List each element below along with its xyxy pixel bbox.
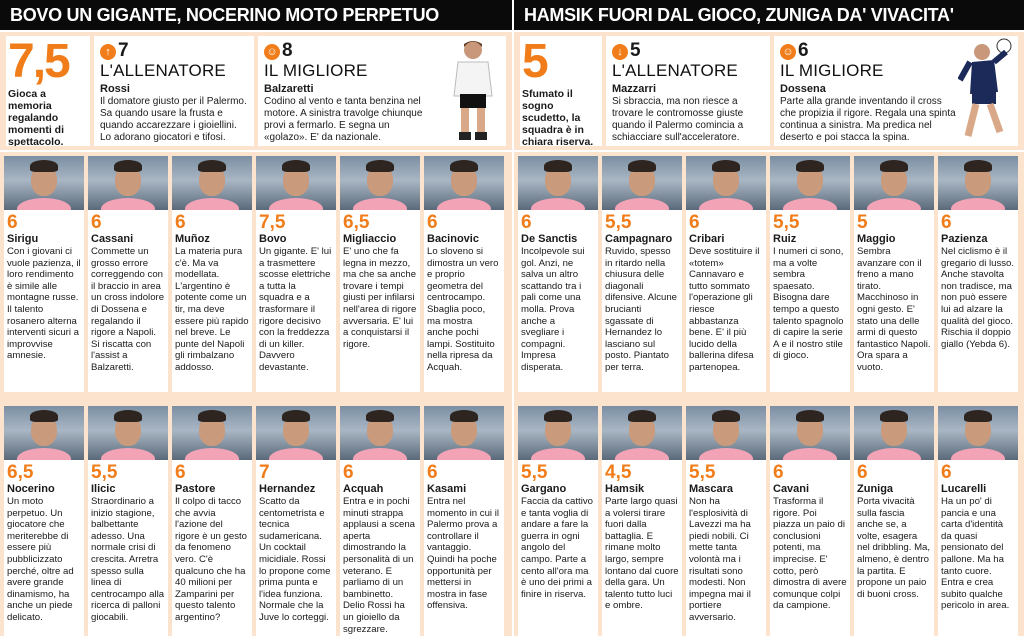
player-name: Zuniga (857, 483, 894, 495)
player-photo (602, 406, 682, 460)
player-card (602, 406, 682, 636)
team-comment: Gioca a memoria regalando momenti di spettacolo. (8, 88, 65, 146)
player-comment: Faccia da cattivo e tanta voglia di andare a fare la guerra in ogni angolo del campo. Parte a cento all'ora ma è uno dei primi a finire in riserva. (521, 496, 593, 600)
player-card (424, 156, 504, 392)
headline: BOVO UN GIGANTE, NOCERINO MOTO PERPETUO (0, 0, 512, 30)
player-vote: 6 (941, 212, 952, 233)
player-vote: 6 (427, 462, 438, 483)
player-card (88, 406, 168, 636)
best-name: Dossena (780, 83, 826, 95)
player-comment: Lo sloveno si dimostra un vero e proprio geometra del centrocampo. Sbaglia poco, ma mostra anche pochi lampi. Sostituito nella ripresa da Acquah. (427, 246, 499, 373)
player-comment: Straordinario a inizio stagione, balbettante adesso. Una normale crisi di crescita. Arretra spesso sulla linea di centrocampo alla ricerca di palloni giocabili. (91, 496, 165, 623)
player-name: Hamsik (605, 483, 645, 495)
player-name: Ilicic (91, 483, 116, 495)
player-name: Gargano (521, 483, 567, 495)
player-name: Hernandez (259, 483, 316, 495)
player-photo (770, 406, 850, 460)
coach-title: L'ALLENATORE (100, 61, 226, 80)
player-vote: 6 (689, 212, 700, 233)
player-comment: Ha un po' di pancia e una carta d'identità da quasi pensionato del pallone. Ma ha tanto cuore. Entra e crea subito qualche pericolo in area. (941, 496, 1010, 612)
player-card (4, 156, 84, 392)
arrow-down-icon: ↓ (612, 44, 628, 60)
player-photo (938, 406, 1018, 460)
player-card (770, 406, 850, 636)
best-title: IL MIGLIORE (780, 61, 884, 80)
player-vote: 5,5 (521, 462, 548, 483)
arrow-up-icon: ↑ (100, 44, 116, 60)
player-card (938, 156, 1018, 392)
player-comment: Con i giovani ci vuole pazienza, il loro rendimento è simile alle montagne russe. Il talento rosanero alterna interventi sicuri a improvvise amnesie. (7, 246, 81, 362)
player-photo (938, 156, 1018, 210)
player-card (770, 156, 850, 392)
player-card (172, 156, 252, 392)
player-card (686, 406, 766, 636)
player-comment: Commette un grosso errore correggendo con il braccio in area un cross indolore di Dossena e regalando il rigore a Napoli. Si riscatta con l'assist a Balzaretti. (91, 246, 165, 373)
player-name: Migliaccio (343, 233, 397, 245)
player-card (340, 156, 420, 392)
best-name: Balzaretti (264, 83, 314, 95)
player-name: Muñoz (175, 233, 210, 245)
player-photo (256, 156, 336, 210)
player-name: Cavani (773, 483, 810, 495)
player-card (854, 156, 934, 392)
team-vote: 5 (522, 36, 547, 88)
player-comment: Trasforma il rigore. Poi piazza un paio di conclusioni potenti, ma imprecise. E' cotto, però dimostra di avere comunque colpi da campione. (773, 496, 847, 612)
player-card (424, 406, 504, 636)
player-name: Cassani (91, 233, 134, 245)
player-name: Cribari (689, 233, 725, 245)
best-player-photo (446, 38, 500, 144)
smile-icon: ☺ (264, 44, 280, 60)
player-name: Pastore (175, 483, 216, 495)
player-comment: Porta vivacità sulla fascia anche se, a volte, esagera nel dribbling. Ma, almeno, è dentro la partita. E propone un paio di buoni cross. (857, 496, 931, 600)
player-vote: 6 (7, 212, 18, 233)
coach-box (606, 36, 770, 146)
player-name: Maggio (857, 233, 896, 245)
player-name: Bacinovic (427, 233, 479, 245)
player-card (686, 156, 766, 392)
player-vote: 6 (857, 462, 868, 483)
player-card (88, 156, 168, 392)
player-name: Mascara (689, 483, 734, 495)
player-vote: 6 (91, 212, 102, 233)
player-card (340, 406, 420, 636)
player-photo (172, 156, 252, 210)
player-comment: Entra nel momento in cui il Palermo prova a controllare il vantaggio. Quindi ha poche opportunità per mettersi in mostra in fase offensiva. (427, 496, 499, 612)
player-name: Campagnaro (605, 233, 673, 245)
player-vote: 6 (773, 462, 784, 483)
player-comment: Un moto perpetuo. Un giocatore che meriterebbe di essere più pubblicizzato perché, oltre ad avere grande dinamismo, ha anche un piede delicato. (7, 496, 74, 623)
player-card (938, 406, 1018, 636)
player-vote: 7,5 (259, 212, 286, 233)
player-vote: 6 (343, 462, 354, 483)
player-comment: E' uno che fa legna in mezzo, ma che sa anche trovare i tempi giusti per infilarsi nell'area di rigore avversaria. E' lui a conquistarsi il rigore. (343, 246, 417, 350)
player-comment: Non ha l'esplosività di Lavezzi ma ha piedi nobili. Ci mette tanta volontà ma i risultati sono modesti. Non impegna mai il portiere avversario. (689, 496, 751, 623)
player-vote: 6 (175, 212, 186, 233)
player-photo (424, 406, 504, 460)
player-name: Ruiz (773, 233, 797, 245)
player-card (256, 406, 336, 636)
best-comment: Codino al vento e tanta benzina nel motore. A sinistra travolge chiunque provi a fermarlo. E segna un «golazo». E' da nazionale. (264, 96, 423, 143)
player-vote: 4,5 (605, 462, 632, 483)
smile-icon: ☺ (780, 44, 796, 60)
napoli-ratings (514, 0, 1024, 636)
player-photo (88, 156, 168, 210)
player-photo (88, 406, 168, 460)
coach-vote: 5 (630, 40, 641, 61)
headline: HAMSIK FUORI DAL GIOCO, ZUNIGA DA' VIVACITA' (514, 0, 1024, 30)
player-vote: 6 (941, 462, 952, 483)
player-vote: 6 (427, 212, 438, 233)
player-photo (686, 156, 766, 210)
coach-vote: 7 (118, 40, 129, 61)
player-comment: Parte largo quasi a volersi tirare fuori dalla battaglia. E rimane molto largo, sempre lontano dal cuore della gara. Un talento tutto luci e ombre. (605, 496, 679, 612)
best-vote: 8 (282, 40, 293, 61)
player-card (518, 406, 598, 636)
player-photo (256, 406, 336, 460)
player-name: Pazienza (941, 233, 988, 245)
player-comment: Incolpevole sui gol. Anzi, ne salva un altro scattando tra i pali come una molla. Prova anche a svegliare i compagni. Impresa disperata. (521, 246, 585, 373)
coach-name: Mazzarri (612, 83, 657, 95)
player-name: Lucarelli (941, 483, 987, 495)
player-photo (172, 406, 252, 460)
player-vote: 6 (175, 462, 186, 483)
player-photo (518, 406, 598, 460)
player-vote: 5,5 (689, 462, 716, 483)
player-comment: Sembra avanzare con il freno a mano tirato. Macchinoso in ogni gesto. E' stato una delle armi di questo fantastico Napoli. Ora spara a vuoto. (857, 246, 931, 373)
player-vote: 6,5 (343, 212, 370, 233)
best-comment: Parte alla grande inventando il cross che propizia il rigore. Regala una spinta continua a sinistra. Ma predica nel deserto e poi stacca la spina. (780, 96, 956, 143)
player-comment: Nel ciclismo è il gregario di lusso. Anche stavolta non tradisce, ma non può essere lui ad alzare la qualità del gioco. Rischia il doppio giallo (Yebda 6). (941, 246, 1015, 350)
player-name: Kasami (427, 483, 467, 495)
player-card (172, 406, 252, 636)
player-photo (854, 156, 934, 210)
player-photo (424, 156, 504, 210)
player-comment: I numeri ci sono, ma a volte sembra spaesato. Bisogna dare tempo a questo talento spagnolo di capire la serie A e il nostro stile di gioco. (773, 246, 844, 362)
player-comment: Un gigante. E' lui a trasmettere scosse elettriche a tutta la squadra e a trasformare il rigore decisivo con la freddezza di un killer. Davvero devastante. (259, 246, 332, 373)
player-name: Acquah (343, 483, 384, 495)
player-photo (340, 156, 420, 210)
player-photo (770, 156, 850, 210)
player-card (602, 156, 682, 392)
player-photo (340, 406, 420, 460)
player-vote: 6,5 (7, 462, 34, 483)
player-card (256, 156, 336, 392)
player-card (854, 406, 934, 636)
player-comment: La materia pura c'è. Ma va modellata. L'argentino è potente come un tir, ma deve essere più rapido nel breve. Le punte del Napoli gli rimbalzano addosso. (175, 246, 249, 373)
player-comment: Il colpo di tacco che avvia l'azione del rigore è un gesto da fenomeno vero. C'è qualcuno che ha 40 milioni per Zamparini per questo talento argentino? (175, 496, 247, 623)
best-box (258, 36, 506, 146)
player-card (4, 406, 84, 636)
player-vote: 6 (521, 212, 532, 233)
player-name: Bovo (259, 233, 287, 245)
player-vote: 5 (857, 212, 868, 233)
player-photo (686, 406, 766, 460)
player-name: Nocerino (7, 483, 55, 495)
player-vote: 5,5 (605, 212, 632, 233)
player-name: De Sanctis (521, 233, 578, 245)
coach-box (94, 36, 254, 146)
best-title: IL MIGLIORE (264, 61, 368, 80)
best-vote: 6 (798, 40, 809, 61)
player-photo (4, 156, 84, 210)
player-name: Sirigu (7, 233, 39, 245)
best-box (774, 36, 1018, 146)
team-comment: Sfumato il sogno scudetto, la squadra è in chiara riserva. (522, 88, 594, 146)
player-card (518, 156, 598, 392)
player-vote: 7 (259, 462, 270, 483)
coach-title: L'ALLENATORE (612, 61, 738, 80)
player-vote: 5,5 (91, 462, 118, 483)
player-comment: Scatto da centometrista e tecnica sudamericana. Un cocktail micidiale. Rossi lo propone come prima punta e l'idea funziona. Normale che la Juve lo corteggi. (259, 496, 331, 623)
player-comment: Entra e in pochi minuti strappa applausi a scena aperta dimostrando la personalità di un veterano. E parliamo di un bambinetto. Delio Rossi ha un gioiello da sgrezzare. (343, 496, 416, 635)
player-photo (4, 406, 84, 460)
team-vote-box (520, 36, 602, 146)
player-photo (602, 156, 682, 210)
coach-comment: Il domatore giusto per il Palermo. Sa quando usare la frusta e quando accarezzare i gioiellini. Lo adorano giocatori e tifosi. (100, 96, 247, 143)
player-vote: 5,5 (773, 212, 800, 233)
team-vote-box (6, 36, 90, 146)
player-comment: Ruvido, spesso in ritardo nella chiusura delle diagonali difensive. Alcune brucianti sgassate di Hernandez lo lasciano sul posto. Piantato per terra. (605, 246, 677, 373)
player-photo (854, 406, 934, 460)
player-photo (518, 156, 598, 210)
best-player-photo (958, 36, 1014, 144)
player-comment: Deve sostituire il «totem» Cannavaro e tutto sommato l'operazione gli riesce abbastanza bene. E' il più lucido della ballerina difesa partenopea. (689, 246, 760, 373)
coach-comment: Si sbraccia, ma non riesce a trovare le contromosse giuste quando il Palermo comincia a schiacciare sull'acceleratore. (612, 96, 744, 143)
team-vote: 7,5 (8, 36, 69, 88)
coach-name: Rossi (100, 83, 130, 95)
